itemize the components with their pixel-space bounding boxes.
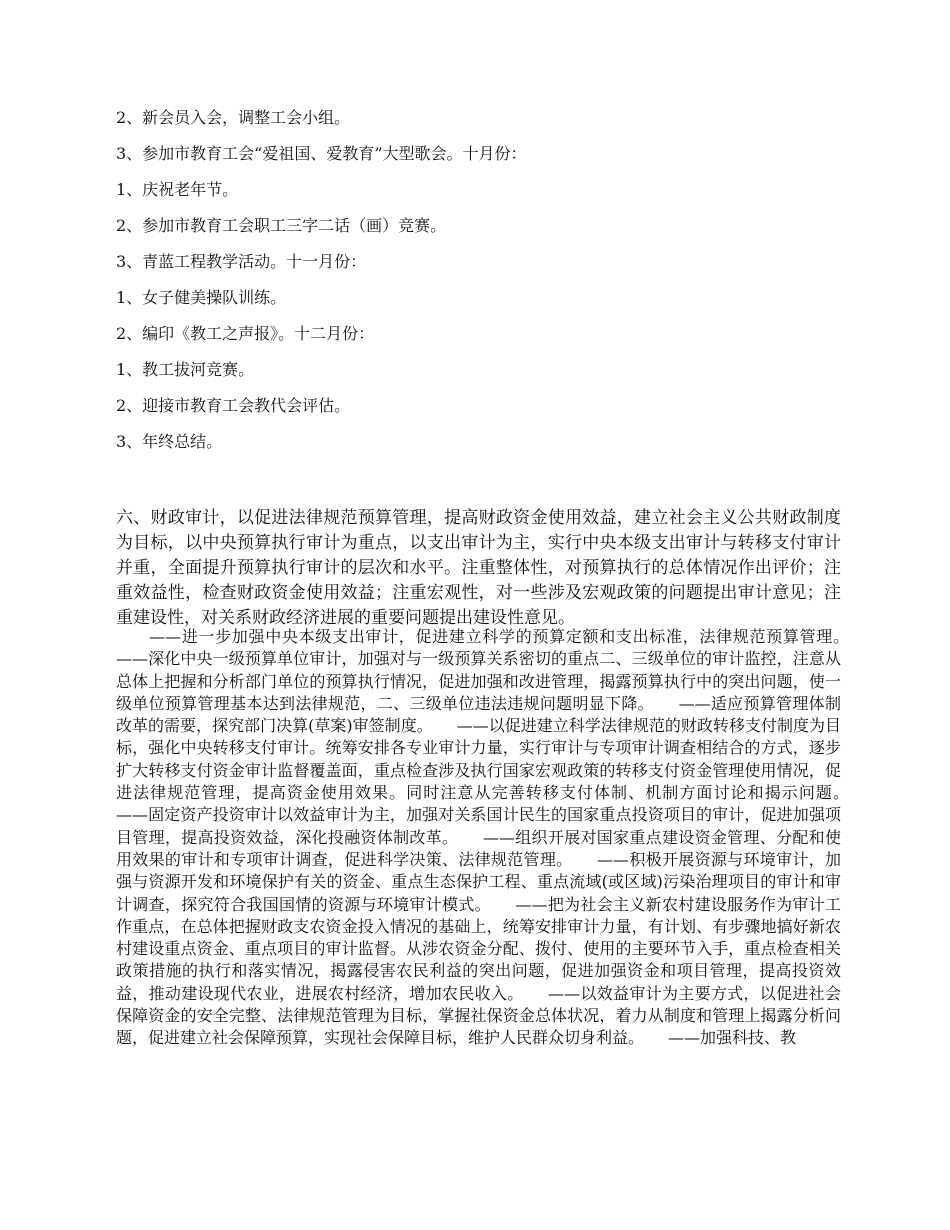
list-item: 2、参加市教育工会职工三字二话（画）竞赛。 [116,216,447,235]
list-item: 2、迎接市教育工会教代会评估。 [116,396,351,415]
list-item: 1、庆祝老年节。 [116,180,239,199]
list-item: 3、青蓝工程教学活动。十一月份： [116,252,367,271]
schedule-list [116,108,876,468]
audit-paragraph: 六、财政审计，以促进法律规范预算管理，提高财政资金使用效益，建立社会主义公共财政制度为目标，以中央预算执行审计为重点，以支出审计为主，实行中央本级支出审计与转移支付审计并重，全面提升预算执行审计的层次和水平。注重整体性，对预算执行的总体情况作出评价；注重效益性，检查财政资金使用效益；注重宏观性，对一些涉及宏观政策的问题提出审计意见；注重建设性，对关系财政经济进展的重要问题提出建设性意见。 [116,508,841,628]
list-item: 2、新会员入会，调整工会小组。 [116,108,351,127]
audit-detail-paragraph: ——进一步加强中央本级支出审计，促进建立科学的预算定额和支出标准，法律规范预算管理。 ——深化中央一级预算单位审计，加强对与一级预算关系密切的重点二、三级单位的审计监控，注意从总体上把握和分析部门单位的预算执行情况，促进加强和改进管理，揭露预算执行中的突出问题，使一级单位预算管理基本达到法律规范，二、三级单位违法违规问题明显下降。 ——适应预算管理体制改革的需要，探究部门决算(草案)审签制度。 ——以促进建立科学法律规范的财政转移支付制度为目标，强化中央转移支付审计。统筹安排各专业审计力量，实行审计与专项审计调查相结合的方式，逐步扩大转移支付资金审计监督覆盖面，重点检查涉及执行国家宏观政策的转移支付资金管理使用情况，促进法律规范管理，提高资金使用效果。同时注意从完善转移支付体制、机制方面讨论和揭示问题。 ——固定资产投资审计以效益审计为主，加强对关系国计民生的国家重点投资项目的审计，促进加强项目管理，提高投资效益，深化投融资体制改革。 ——组织开展对国家重点建设资金管理、分配和使用效果的审计和专项审计调查，促进科学决策、法律规范管理。 ——积极开展资源与环境审计，加强与资源开发和环境保护有关的资金、重点生态保护工程、重点流域(或区域)污染治理项目的审计和审计调查，探究符合我国国情的资源与环境审计模式。 ——把为社会主义新农村建设服务作为审计工作重点，在总体把握财政支农资金投入情况的基础上，统筹安排审计力量，有计划、有步骤地搞好新农村建设重点资金、重点项目的审计监督。从涉农资金分配、拨付、使用的主要环节入手，重点检查相关政策措施的执行和落实情况，揭露侵害农民利益的突出问题，促进加强资金和项目管理，提高投资效益，推动建设现代农业，进展农村经济，增加农民收入。 ——以效益审计为主要方式，以促进社会保障资金的安全完整、法律规范管理为目标，掌握社保资金总体状况，着力从制度和管理上揭露分析问题，促进建立社会保障预算，实现社会保障目标，维护人民群众切身利益。 ——加强科技、教 [116,627,874,1048]
list-item: 2、编印《教工之声报》。十二月份： [116,324,375,343]
list-item: 3、年终总结。 [116,432,223,451]
list-item: 1、教工拔河竞赛。 [116,360,255,379]
list-item: 3、参加市教育工会“爱祖国、爱教育”大型歌会。十月份： [116,144,527,163]
list-item: 1、女子健美操队训练。 [116,288,287,307]
